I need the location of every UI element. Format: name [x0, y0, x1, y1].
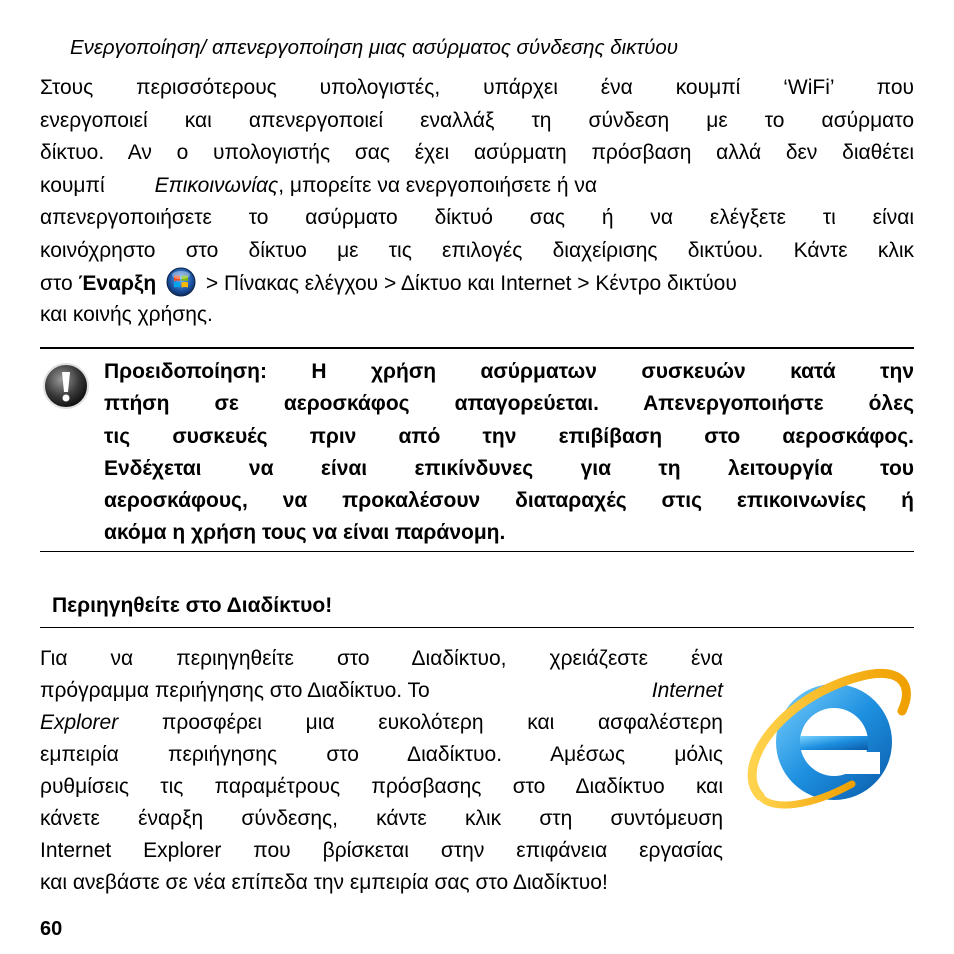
intro-line-5: απενεργοποιήσετε το ασύρματο δίκτυό σας ή να ελέγξετε τι είναι	[40, 206, 914, 229]
page-number: 60	[40, 918, 63, 940]
warning-line-5: αεροσκάφους, να προκαλέσουν διαταραχές στις επικοινωνίες ή	[104, 489, 914, 512]
warning-line-1: Προειδοποίηση: Η χρήση ασύρματων συσκευών κατά την	[104, 360, 914, 383]
windows-start-orb-icon	[166, 267, 196, 297]
browse-line-3	[40, 707, 723, 739]
intro-line-4-c: , μπορείτε να ενεργοποιήσετε ή να	[278, 174, 598, 197]
internet-label: Internet	[651, 679, 723, 702]
section-title: Περιηγηθείτε στο Διαδίκτυο!	[52, 594, 333, 617]
intro-line-7-a: στο	[40, 272, 79, 295]
browse-line-4: εμπειρία περιήγησης στο Διαδίκτυο. Αμέσως μόλις	[40, 743, 723, 766]
warning-exclamation-icon	[42, 362, 90, 410]
intro-line-3: δίκτυο. Αν ο υπολογιστής σας έχει ασύρματη πρόσβαση αλλά δεν διαθέτει	[40, 141, 914, 164]
communication-key-label: Επικοινωνίας	[154, 174, 279, 197]
intro-line-2: ενεργοποιεί και απενεργοποιεί εναλλάξ τη σύνδεση με το ασύρματο	[40, 109, 914, 132]
intro-line-7-b: > Πίνακας ελέγχου > Δίκτυο και Internet > Κέντρο δικτύου	[205, 272, 737, 295]
warning-bottom-rule	[40, 551, 914, 552]
browse-line-2-a: πρόγραμμα περιήγησης στο Διαδίκτυο. Το	[40, 679, 430, 702]
intro-line-4	[40, 170, 914, 202]
warning-top-rule	[40, 347, 914, 349]
warning-line-4: Ενδέχεται να είναι επικίνδυνες για τη λειτουργία του	[104, 457, 914, 480]
browse-line-8: και ανεβάστε σε νέα επίπεδα την εμπειρία σας στο Διαδίκτυο!	[40, 871, 608, 894]
subheading: Ενεργοποίηση/ απενεργοποίηση μιας ασύρματος σύνδεσης δικτύου	[70, 36, 679, 59]
intro-line-1: Στους περισσότερους υπολογιστές, υπάρχει ένα κουμπί ‘WiFi’ που	[40, 76, 914, 99]
intro-line-6: κοινόχρηστο στο δίκτυο με τις επιλογές διαχείρισης δικτύου. Κάντε κλικ	[40, 239, 914, 262]
browse-line-5: ρυθμίσεις τις παραμέτρους πρόσβασης στο Διαδίκτυο και	[40, 775, 723, 798]
intro-line-7	[40, 267, 914, 300]
browse-line-1: Για να περιηγηθείτε στο Διαδίκτυο, χρειάζεστε ένα	[40, 647, 723, 670]
browse-line-6: κάνετε έναρξη σύνδεσης, κάντε κλικ στη συντόμευση	[40, 807, 723, 830]
internet-explorer-logo	[742, 656, 914, 820]
start-label: Έναρξη	[78, 272, 157, 295]
warning-line-6: ακόμα η χρήση τους να είναι παράνομη.	[104, 521, 506, 544]
intro-line-8: και κοινής χρήσης.	[40, 303, 213, 326]
browse-line-2	[40, 675, 723, 707]
warning-line-3: τις συσκευές πριν από την επιβίβαση στο αεροσκάφος.	[104, 425, 914, 448]
section-rule	[40, 627, 914, 628]
explorer-label: Explorer	[40, 711, 119, 734]
browse-line-7: Internet Explorer που βρίσκεται στην επιφάνεια εργασίας	[40, 839, 723, 862]
intro-line-4-rest	[155, 170, 914, 202]
browse-line-3-b: προσφέρει μια ευκολότερη και ασφαλέστερη	[118, 711, 723, 734]
intro-line-4-a: κουμπί	[40, 174, 105, 197]
warning-line-2: πτήση σε αεροσκάφος απαγορεύεται. Απενεργοποιήστε όλες	[104, 392, 914, 415]
